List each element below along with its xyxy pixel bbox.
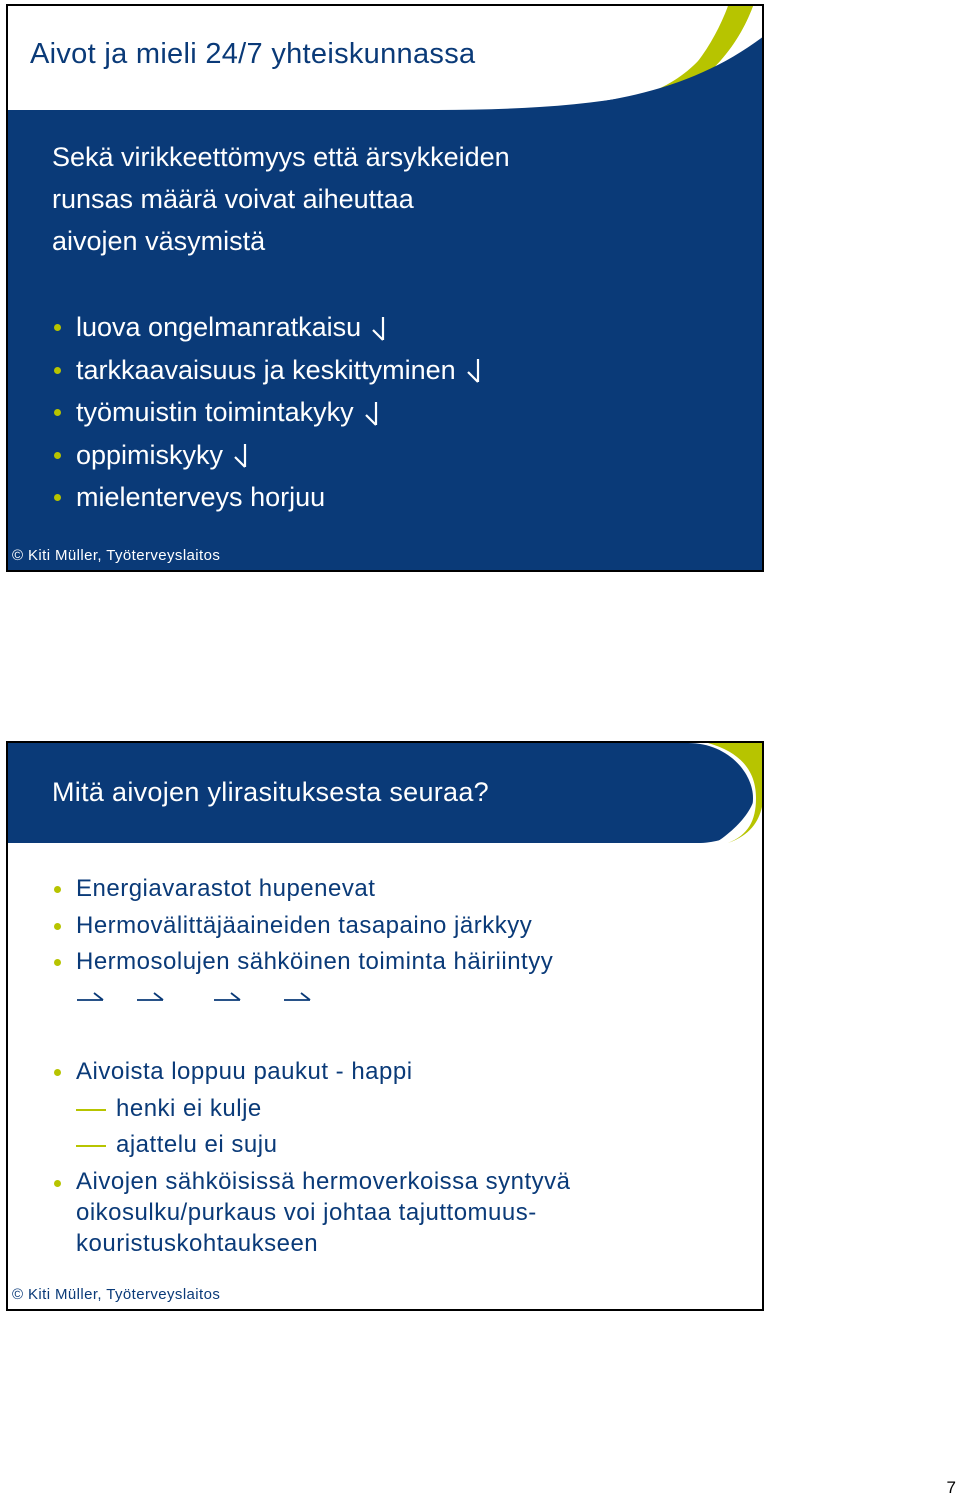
slide-2-bullet-list-bottom [52, 1054, 571, 1259]
bullet-text: luova ongelmanratkaisu [76, 312, 362, 342]
dash-marker [76, 1109, 106, 1111]
page-number: 7 [946, 1478, 956, 1497]
slide-1-title: Aivot ja mieli 24/7 yhteiskunnassa [30, 38, 476, 70]
bullet-text: Hermosolujen sähköinen toiminta häiriintyy [76, 948, 554, 975]
dash-marker [76, 1145, 106, 1147]
slide-2-footer-copyright: © Kiti Müller, Työterveyslaitos [12, 1286, 221, 1303]
bullet-item [52, 1054, 571, 1091]
intro-line: runsas määrä voivat aiheuttaa [52, 184, 414, 214]
bullet-item [52, 944, 553, 981]
bullet-item [52, 476, 484, 519]
arrow-down-icon [371, 316, 389, 342]
arrow-down-icon [233, 443, 251, 469]
bullet-dot [54, 959, 61, 966]
arrow-sequence [76, 991, 336, 1011]
bullet-dot [54, 367, 61, 374]
arrow-down-icon [466, 358, 484, 384]
bullet-text-line: oikosulku/purkaus voi johtaa tajuttomuus- [76, 1198, 537, 1226]
bullet-dot [54, 1069, 61, 1076]
slide-1-intro [52, 136, 510, 262]
slide-1-footer-copyright: © Kiti Müller, Työterveyslaitos [12, 547, 221, 564]
sub-item-text: henki ei kulje [116, 1094, 262, 1122]
bullet-text-line: kouristuskohtaukseen [76, 1229, 319, 1257]
bullet-text: tarkkaavaisuus ja keskittyminen [76, 354, 456, 385]
bullet-dot [54, 923, 61, 930]
arrow-right-icon [136, 991, 166, 1009]
bullet-dot [54, 409, 61, 416]
bullet-text: Hermovälittäjäaineiden tasapaino järkkyy [76, 911, 533, 939]
bullet-text: Energiavarastot hupenevat [76, 875, 376, 902]
bullet-text-line: Aivojen sähköisissä hermoverkoissa syntyvä [76, 1167, 571, 1195]
bullet-item [52, 434, 484, 477]
slide-2-title: Mitä aivojen ylirasituksesta seuraa? [52, 777, 489, 807]
arrow-right-icon [283, 991, 313, 1009]
bullet-text: oppimiskyky [76, 439, 224, 470]
sub-item-text: ajattelu ei suju [116, 1130, 278, 1158]
sub-item [52, 1091, 571, 1127]
bullet-item [52, 1163, 571, 1259]
slide-2 [6, 741, 764, 1311]
bullet-item [52, 871, 553, 908]
bullet-dot [54, 886, 61, 893]
bullet-text: Aivoista loppuu paukut - happi [76, 1058, 413, 1085]
intro-line: aivojen väsymistä [52, 226, 266, 256]
arrow-down-icon [364, 401, 382, 427]
bullet-item [52, 306, 484, 349]
slide-1-bullet-list [52, 306, 484, 519]
arrow-right-icon [76, 991, 106, 1009]
bullet-text: työmuistin toimintakyky [76, 397, 354, 427]
bullet-item [52, 391, 484, 434]
bullet-dot [54, 452, 61, 459]
bullet-item [52, 349, 484, 392]
bullet-dot [54, 494, 61, 501]
sub-item [52, 1127, 571, 1163]
slide-1 [6, 4, 764, 572]
bullet-dot [54, 1180, 61, 1187]
bullet-item [52, 908, 553, 945]
slide-2-bullet-list-top [52, 871, 553, 981]
arrow-right-icon [213, 991, 243, 1009]
intro-line: Sekä virikkeettömyys että ärsykkeiden [52, 142, 510, 172]
bullet-text: mielenterveys horjuu [76, 482, 326, 512]
bullet-dot [54, 324, 61, 331]
